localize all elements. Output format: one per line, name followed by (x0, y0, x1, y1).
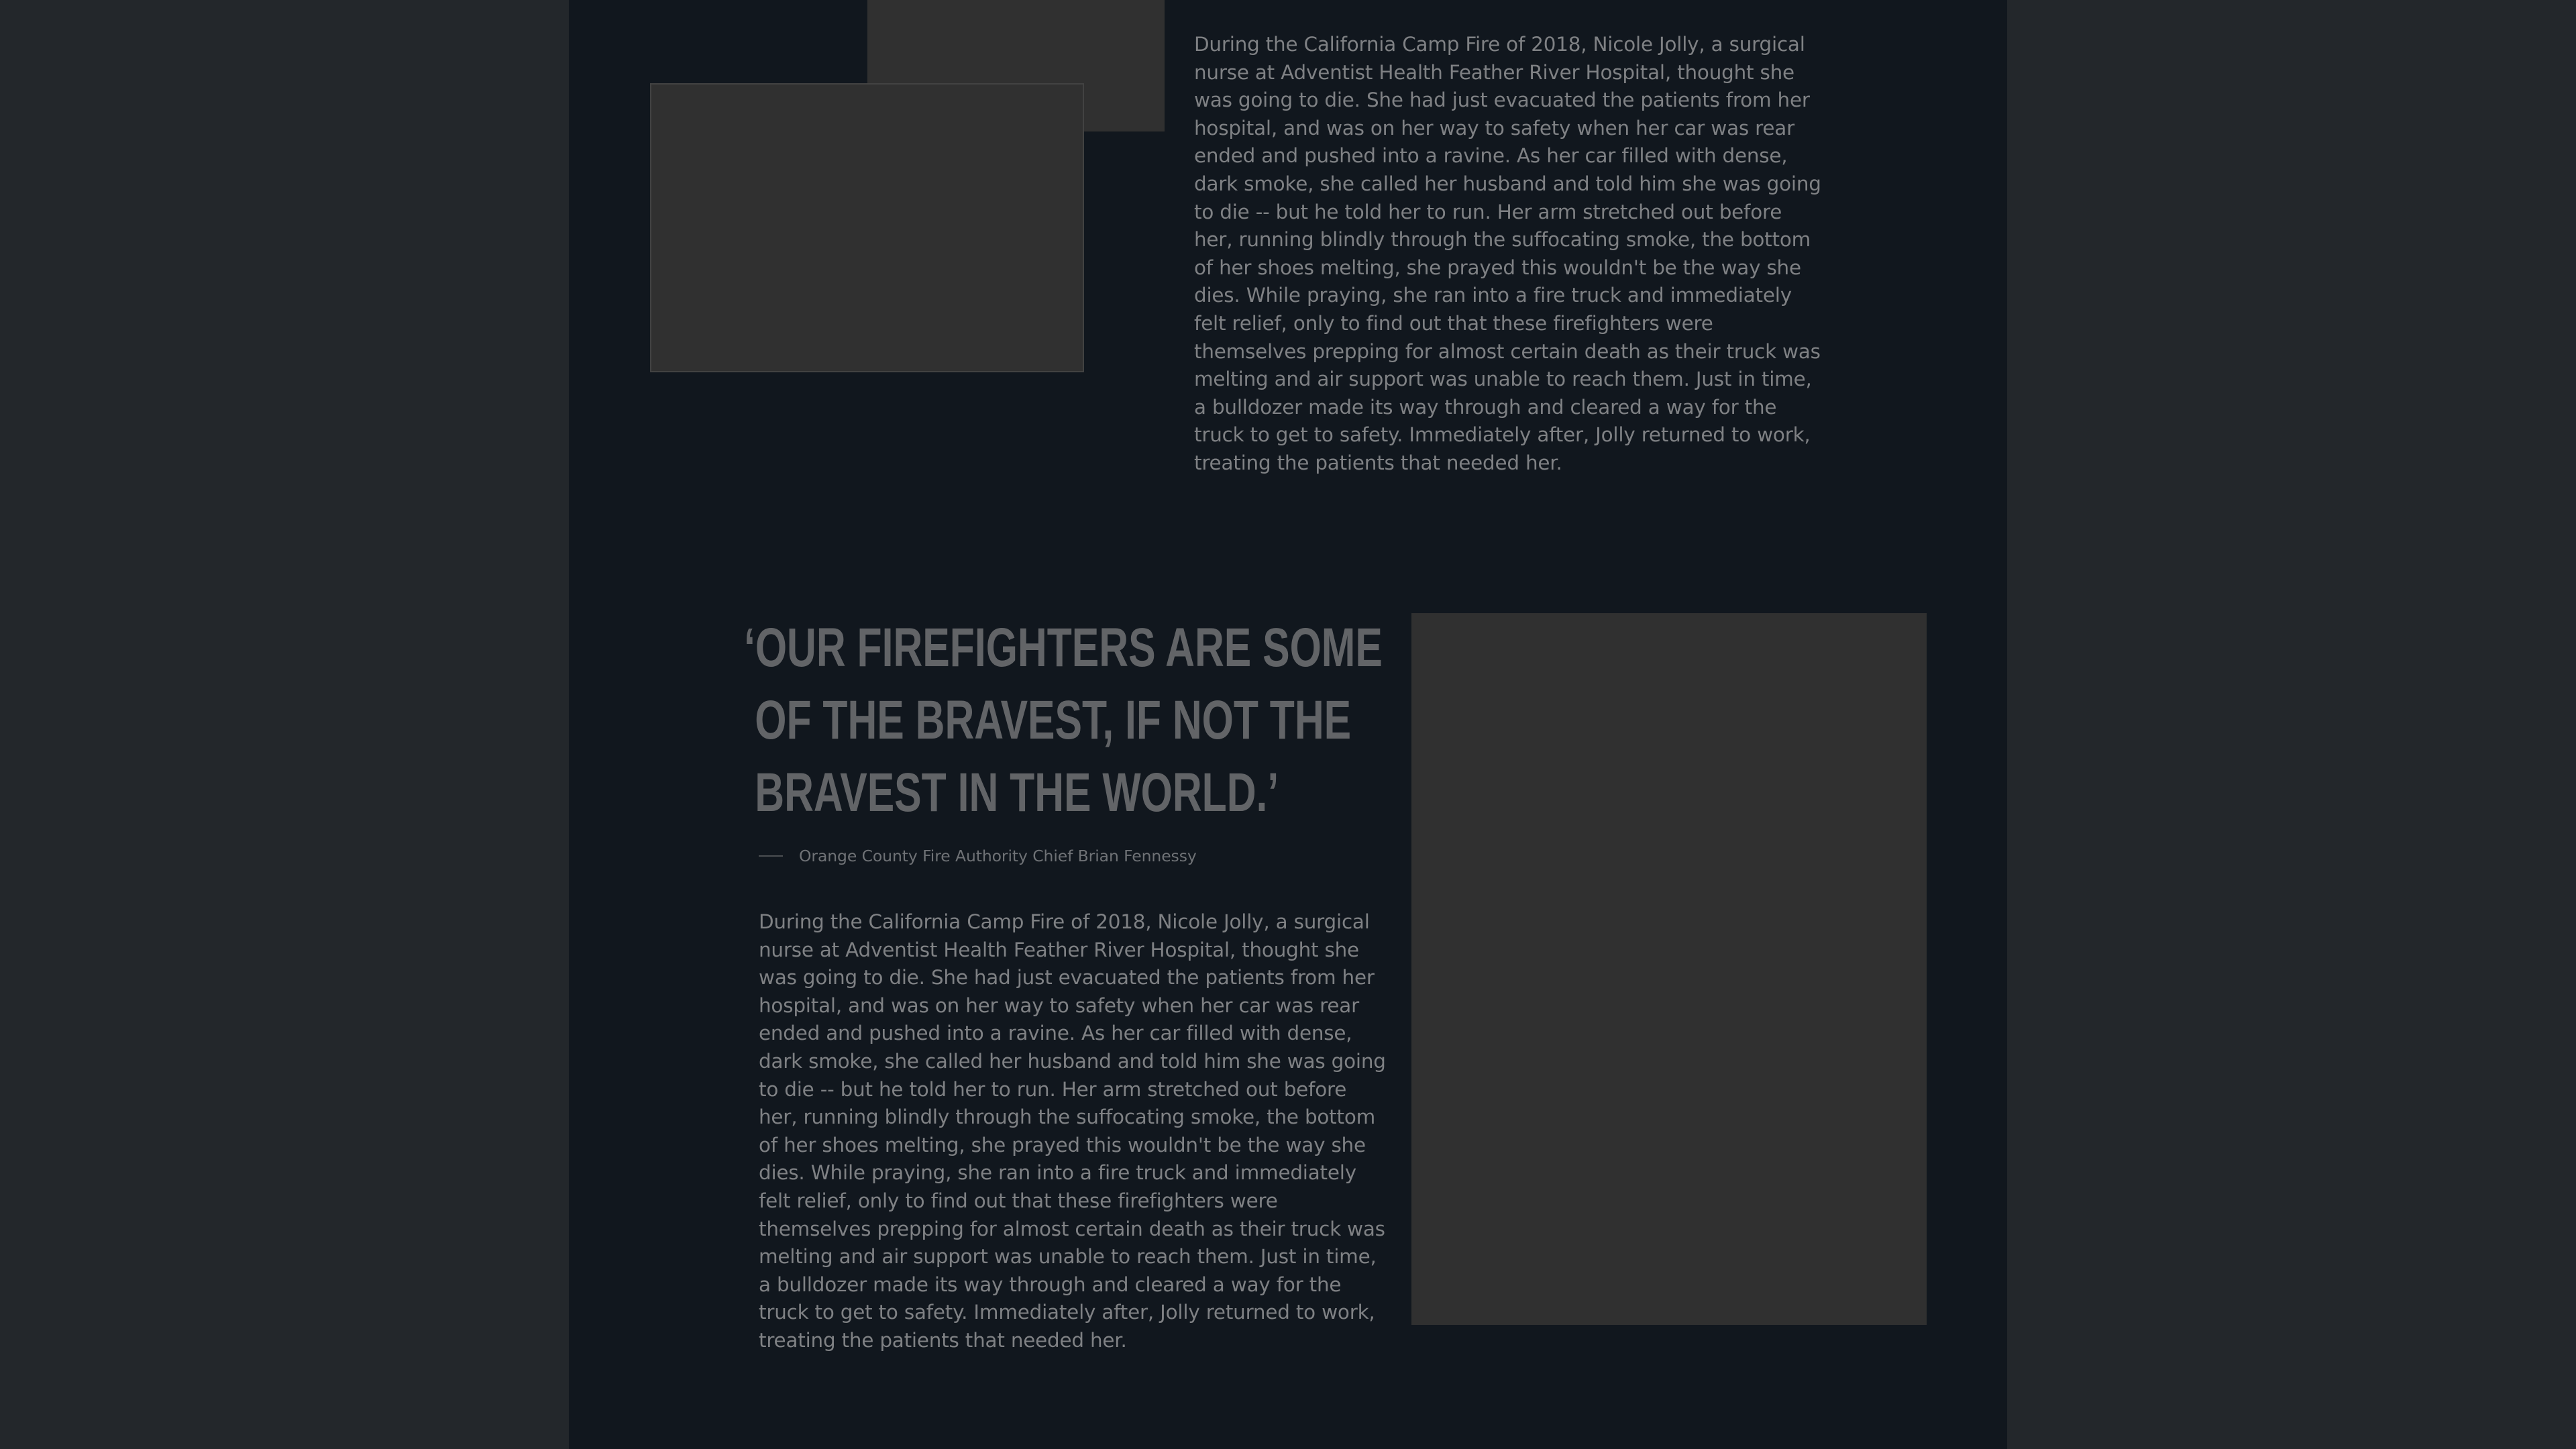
story-image-top-front (650, 83, 1084, 372)
pull-quote-line-1: ‘OUR FIREFIGHTERS ARE SOME (744, 617, 1383, 678)
story-image-bottom (1411, 613, 1927, 1325)
quote-attribution (759, 845, 1197, 867)
page-gutter-right (2007, 0, 2576, 1449)
story-paragraph-top: During the California Camp Fire of 2018, Nicole Jolly, a surgical nurse at Adventist Health Feather River Hospital, thought she was going to die. She had just evacuated the patients from her hospital, and was on her way to safety when her car was rear ended and pushed into a ravine. As her car filled with dense, dark smoke, she called her husband and told him she was going to die -- but he told her to run. Her arm stretched out before her, running blindly through the suffocating smoke, the bottom of her shoes melting, she prayed this wouldn't be the way she dies. While praying, she ran into a fire truck and immediately felt relief, only to find out that these firefighters were themselves prepping for almost certain death as their truck was melting and air support was unable to reach them. Just in time, a bulldozer made its way through and cleared a way for the truck to get to safety. Immediately after, Jolly returned to work, treating the patients that needed her. (1194, 33, 1821, 474)
page-gutter-left (0, 0, 569, 1449)
story-paragraph-bottom: During the California Camp Fire of 2018, Nicole Jolly, a surgical nurse at Adventist Health Feather River Hospital, thought she was going to die. She had just evacuated the patients from her hospital, and was on her way to safety when her car was rear ended and pushed into a ravine. As her car filled with dense, dark smoke, she called her husband and told him she was going to die -- but he told her to run. Her arm stretched out before her, running blindly through the suffocating smoke, the bottom of her shoes melting, she prayed this wouldn't be the way she dies. While praying, she ran into a fire truck and immediately felt relief, only to find out that these firefighters were themselves prepping for almost certain death as their truck was melting and air support was unable to reach them. Just in time, a bulldozer made its way through and cleared a way for the truck to get to safety. Immediately after, Jolly returned to work, treating the patients that needed her. (759, 910, 1386, 1352)
pull-quote (744, 612, 1383, 829)
attribution-dash (759, 855, 783, 857)
pull-quote-line-2: OF THE BRAVEST, IF NOT THE (755, 690, 1352, 751)
pull-quote-line-3: BRAVEST IN THE WORLD.’ (755, 762, 1279, 823)
attribution-text: Orange County Fire Authority Chief Brian Fennessy (799, 847, 1197, 865)
